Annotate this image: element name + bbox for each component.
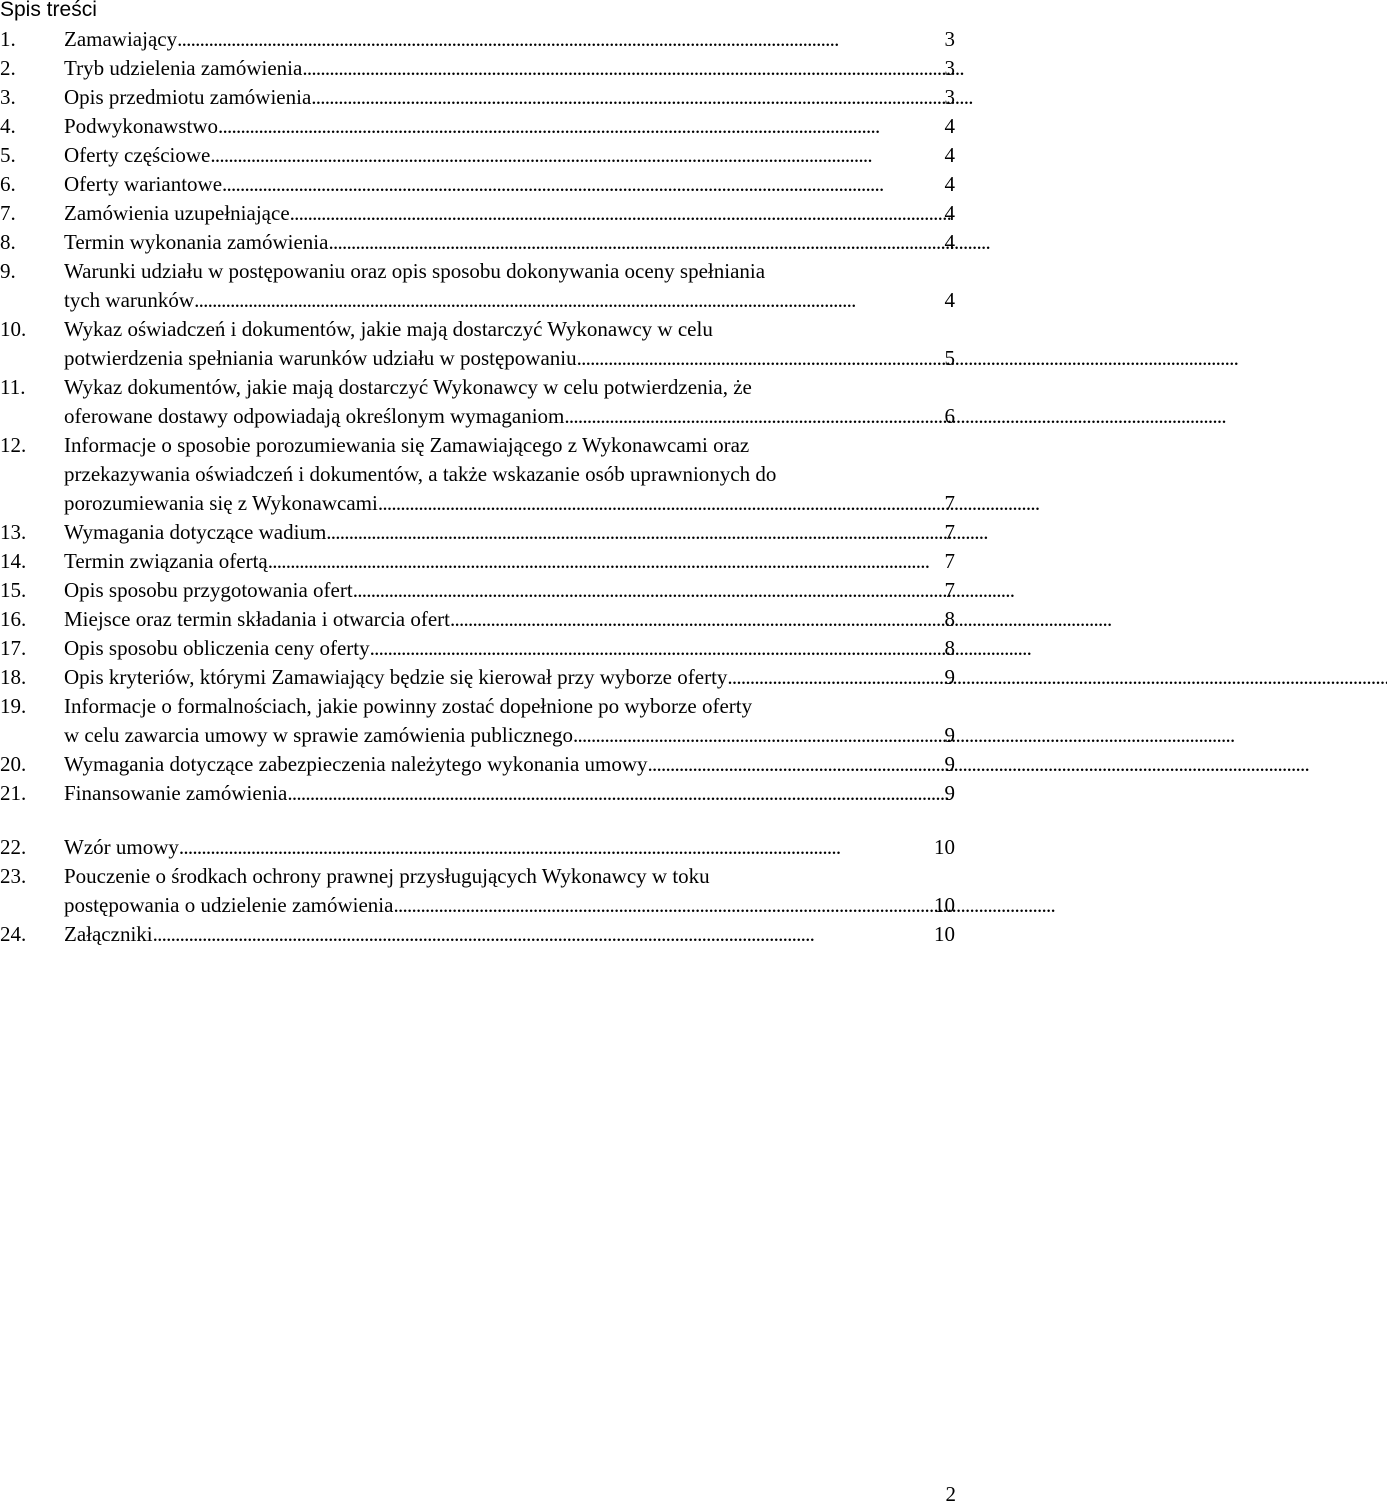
toc-leader-dots [564,402,942,431]
toc-entry-line [64,518,955,547]
toc-entry-line [64,83,955,112]
toc-entry-page: 10 [934,835,955,859]
toc-entry-body [64,315,955,373]
toc-entry-line [64,228,955,257]
toc-leader-dots [194,286,942,315]
toc-entry[interactable] [0,518,960,547]
toc-leader-dots [179,833,932,862]
toc-entry-page: 8 [944,607,955,631]
toc-entry-page: 9 [944,665,955,689]
toc-entry-text: Opis sposobu przygotowania ofert [64,578,353,602]
toc-entry-line [64,489,955,518]
toc-entry-body [64,170,955,199]
toc-entry-number: 7. [0,201,16,225]
toc-entry[interactable] [0,315,960,373]
page-number: 2 [945,1482,956,1506]
toc-leader-dots [727,663,942,692]
toc-entry-text: Wykaz oświadczeń i dokumentów, jakie mają dostarczyć Wykonawcy w celu [64,317,713,341]
toc-entry-line [64,431,955,460]
toc-entry-body [64,663,955,692]
toc-entry[interactable] [0,750,960,779]
toc-entry-text: Wzór umowy [64,835,179,859]
toc-entry-body [64,920,955,949]
toc-entry-number: 18. [0,665,27,689]
toc-entry-body [64,257,955,315]
toc-entry-line [64,779,955,808]
table-of-contents [0,25,960,949]
toc-entry-number: 10. [0,317,27,341]
toc-entry-text: Termin związania ofertą [64,549,268,573]
toc-entry-body [64,518,955,547]
toc-entry-number: 21. [0,781,27,805]
toc-entry-text: Informacje o sposobie porozumiewania się Zamawiającego z Wykonawcami oraz [64,433,750,457]
toc-entry[interactable] [0,25,960,54]
toc-entry-line [64,199,955,228]
toc-entry-number: 23. [0,864,27,888]
toc-entry-line [64,286,955,315]
toc-entry-line [64,750,955,779]
toc-leader-dots [311,83,942,112]
toc-entry-line [64,862,955,891]
toc-entry-text: porozumiewania się z Wykonawcami [64,491,378,515]
toc-entry-line [64,112,955,141]
toc-entry-line [64,833,955,862]
toc-entry-number: 17. [0,636,27,660]
toc-entry[interactable] [0,833,960,862]
toc-entry-text: Warunki udziału w postępowaniu oraz opis sposobu dokonywania oceny spełniania [64,259,766,283]
toc-entry[interactable] [0,170,960,199]
toc-entry-number: 24. [0,922,27,946]
toc-entry-body [64,605,955,634]
toc-leader-dots [222,170,942,199]
toc-entry[interactable] [0,54,960,83]
toc-entry-body [64,634,955,663]
toc-entry-line [64,891,955,920]
toc-entry[interactable] [0,199,960,228]
toc-entry[interactable] [0,663,960,692]
toc-entry-line [64,460,955,489]
toc-leader-dots [218,112,942,141]
toc-entry-body [64,141,955,170]
toc-entry-text: oferowane dostawy odpowiadają określonym wymaganiom [64,404,565,428]
toc-entry-text: Wymagania dotyczące wadium [64,520,327,544]
toc-entry-text: postępowania o udzielenie zamówienia [64,893,394,917]
toc-leader-dots [210,141,942,170]
toc-entry-number: 13. [0,520,27,544]
toc-entry-number: 8. [0,230,16,254]
toc-entry-body [64,25,955,54]
toc-entry-number: 15. [0,578,27,602]
toc-entry-body [64,547,955,576]
toc-entry-line [64,576,955,605]
toc-entry-page: 7 [944,578,955,602]
toc-entry-line [64,141,955,170]
toc-leader-dots [393,891,932,920]
toc-entry[interactable] [0,431,960,518]
toc-entry-page: 4 [944,230,955,254]
toc-entry[interactable] [0,257,960,315]
toc-leader-dots [573,721,942,750]
toc-leader-dots [290,199,943,228]
toc-leader-dots [328,228,942,257]
toc-entry-text: Finansowanie zamówienia [64,781,288,805]
toc-entry-page: 4 [944,114,955,138]
toc-entry-line [64,315,955,344]
toc-entry-line [64,920,955,949]
toc-entry-page: 10 [934,922,955,946]
toc-entry-number: 3. [0,85,16,109]
toc-entry-body [64,112,955,141]
toc-entry-text: Załączniki [64,922,153,946]
toc-entry[interactable] [0,112,960,141]
toc-entry-number: 1. [0,27,16,51]
toc-entry-number: 20. [0,752,27,776]
toc-entry-line [64,344,955,373]
toc-entry-body [64,833,955,862]
toc-entry-page: 9 [944,752,955,776]
toc-entry-text: Oferty wariantowe [64,172,223,196]
toc-entry-body [64,54,955,83]
toc-entry-line [64,54,955,83]
toc-entry-number: 2. [0,56,16,80]
toc-entry-page: 10 [934,893,955,917]
toc-entry-text: Miejsce oraz termin składania i otwarcia ofert [64,607,450,631]
toc-entry-line [64,25,955,54]
toc-entry-page: 6 [944,404,955,428]
toc-entry-text: w celu zawarcia umowy w sprawie zamówienia publicznego [64,723,574,747]
toc-entry-text: Opis kryteriów, którymi Zamawiający będzie się kierował przy wyborze oferty [64,665,728,689]
toc-entry-text: Zamawiający [64,27,178,51]
toc-entry-number: 16. [0,607,27,631]
toc-entry[interactable] [0,862,960,920]
toc-entry-number: 14. [0,549,27,573]
toc-entry-line [64,257,955,286]
toc-entry-line [64,692,955,721]
toc-entry-number: 9. [0,259,16,283]
toc-entry-number: 19. [0,694,27,718]
toc-entry-page: 4 [944,201,955,225]
toc-entry-line [64,663,955,692]
toc-leader-dots [153,920,932,949]
toc-entry-text: Oferty częściowe [64,143,211,167]
toc-leader-dots [177,25,942,54]
toc-entry-line [64,721,955,750]
toc-leader-dots [326,518,942,547]
toc-entry-page: 3 [944,85,955,109]
toc-entry-body [64,750,955,779]
toc-entry[interactable] [0,605,960,634]
toc-entry-text: potwierdzenia spełniania warunków udziału w postępowaniu [64,346,577,370]
toc-entry-body [64,862,955,920]
toc-entry-page: 4 [944,143,955,167]
toc-entry-line [64,373,955,402]
toc-entry-page: 3 [944,56,955,80]
toc-entry-page: 4 [944,288,955,312]
toc-leader-dots [302,54,942,83]
toc-entry-page: 9 [944,781,955,805]
toc-entry-page: 5 [944,346,955,370]
toc-entry-line [64,547,955,576]
toc-entry-text: Pouczenie o środkach ochrony prawnej przysługujących Wykonawcy w toku [64,864,710,888]
toc-entry[interactable] [0,692,960,750]
toc-entry-body [64,83,955,112]
toc-entry-number: 11. [0,375,26,399]
toc-leader-dots [287,779,942,808]
toc-entry-page: 7 [944,491,955,515]
toc-entry-number: 12. [0,433,27,457]
toc-entry-body [64,779,955,808]
toc-entry-page: 3 [944,27,955,51]
toc-entry-text: Opis przedmiotu zamówienia [64,85,312,109]
toc-entry-line [64,402,955,431]
toc-entry[interactable] [0,920,960,949]
toc-entry-page: 9 [944,723,955,747]
toc-entry-text: Wymagania dotyczące zabezpieczenia należytego wykonania umowy [64,752,648,776]
toc-entry[interactable] [0,373,960,431]
toc-entry-page: 4 [944,172,955,196]
toc-leader-dots [378,489,943,518]
toc-entry-line [64,634,955,663]
toc-entry-text: Podwykonawstwo [64,114,219,138]
toc-leader-dots [648,750,943,779]
toc-leader-dots [370,634,943,663]
toc-entry-number: 6. [0,172,16,196]
toc-entry-text: przekazywania oświadczeń i dokumentów, a także wskazanie osób uprawnionych do [64,462,777,486]
toc-leader-dots [353,576,943,605]
toc-entry-text: Wykaz dokumentów, jakie mają dostarczyć Wykonawcy w celu potwierdzenia, że [64,375,752,399]
toc-entry-number: 22. [0,835,27,859]
toc-entry-number: 5. [0,143,16,167]
toc-entry[interactable] [0,83,960,112]
toc-entry-page: 7 [944,549,955,573]
toc-entry-text: tych warunków [64,288,195,312]
toc-entry-line [64,170,955,199]
toc-entry-text: Termin wykonania zamówienia [64,230,329,254]
toc-leader-dots [268,547,943,576]
toc-entry-number: 4. [0,114,16,138]
toc-entry-body [64,576,955,605]
toc-entry-text: Tryb udzielenia zamówienia [64,56,303,80]
toc-entry-page: 8 [944,636,955,660]
toc-entry-body [64,373,955,431]
toc-title: Spis treści [0,0,97,21]
toc-entry-text: Informacje o formalnościach, jakie powinny zostać dopełnione po wyborze oferty [64,694,753,718]
toc-leader-dots [450,605,943,634]
toc-entry[interactable] [0,634,960,663]
toc-entry[interactable] [0,228,960,257]
toc-entry-body [64,199,955,228]
toc-entry-body [64,228,955,257]
toc-entry[interactable] [0,547,960,576]
toc-entry-page: 7 [944,520,955,544]
toc-entry-text: Opis sposobu obliczenia ceny oferty [64,636,370,660]
toc-entry[interactable] [0,141,960,170]
toc-entry-text: Zamówienia uzupełniające [64,201,290,225]
toc-entry[interactable] [0,576,960,605]
toc-entry[interactable] [0,779,960,808]
toc-leader-dots [577,344,943,373]
toc-entry-body [64,692,955,750]
toc-entry-body [64,431,955,518]
toc-entry-line [64,605,955,634]
